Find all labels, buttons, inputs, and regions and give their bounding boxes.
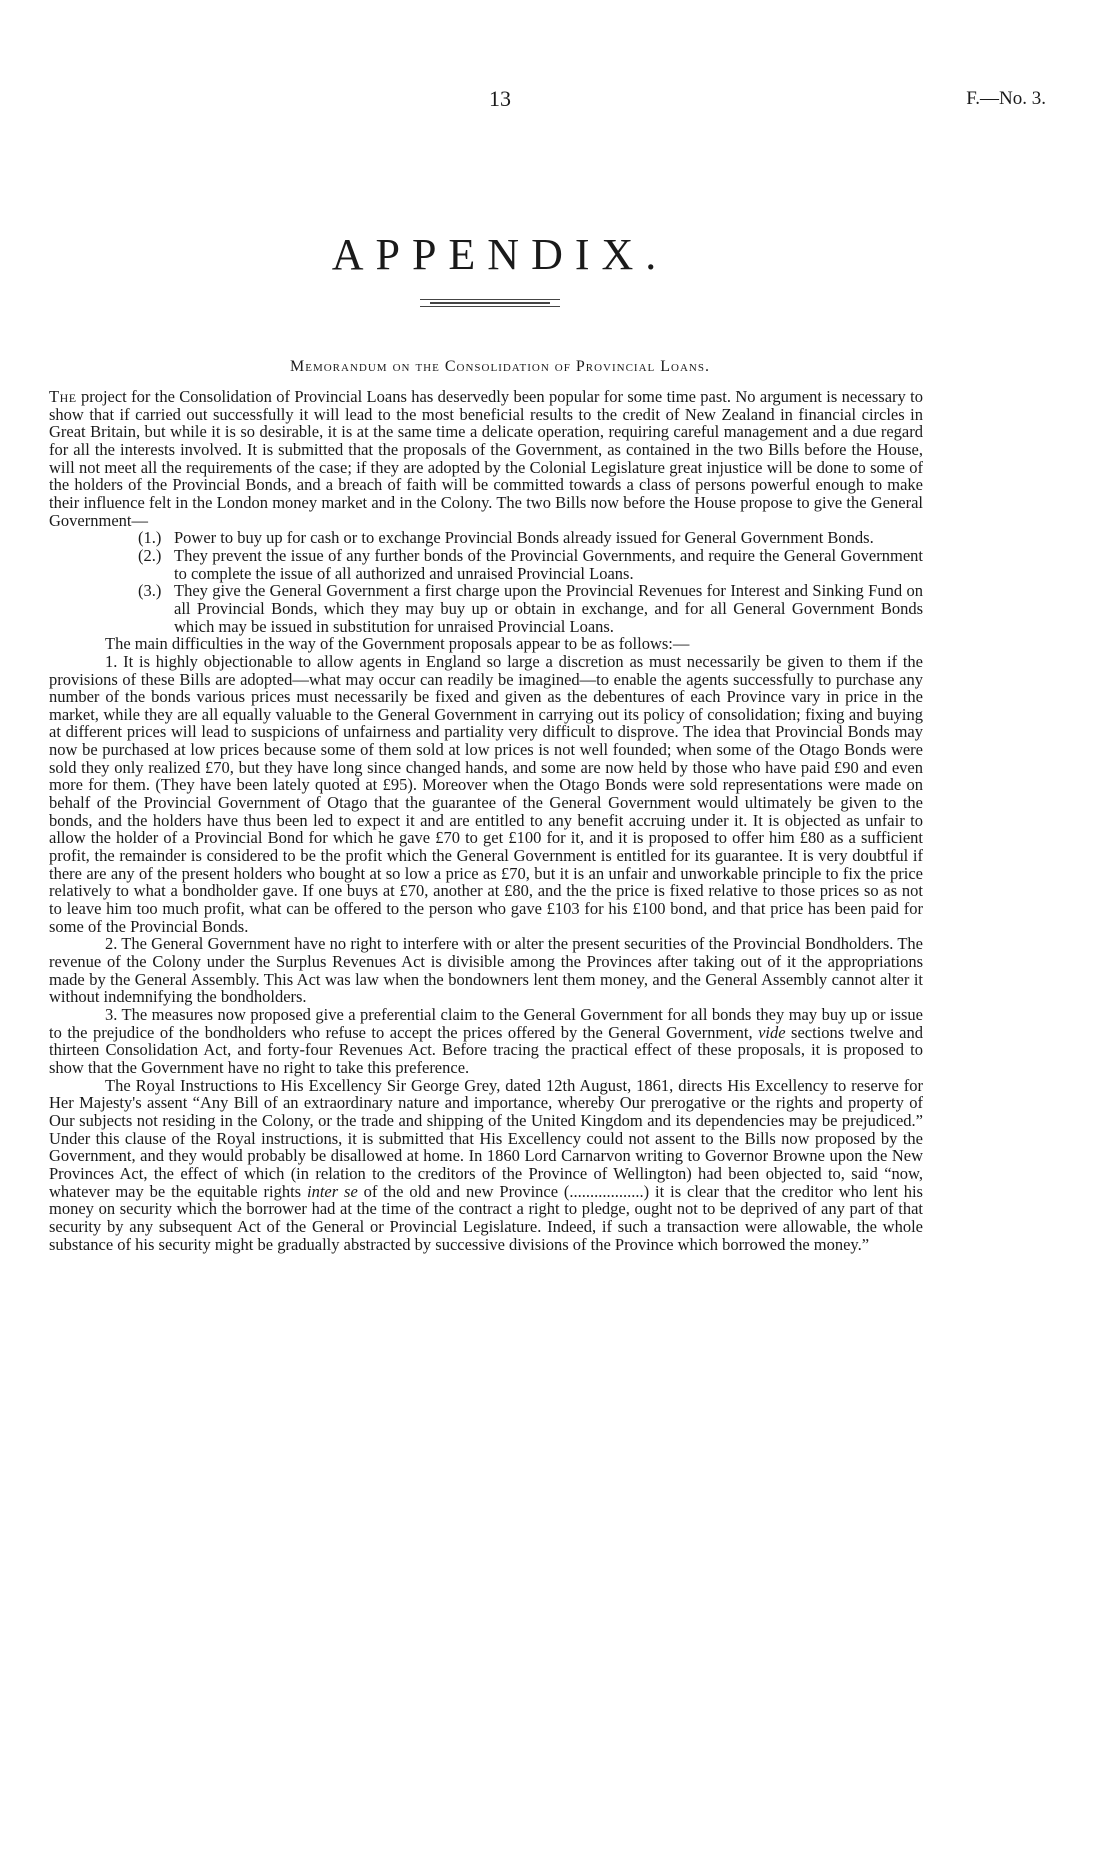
document-reference: F.—No. 3.	[966, 88, 1046, 109]
divider-rule-top	[420, 299, 560, 300]
page-number: 13	[489, 86, 511, 111]
point-three-text-b: sections twelve and thirteen Consolidation Act, and forty-four Revenues Act. Before tracing the practical effect of these proposals, it is proposed to show that the Government have no right to take this preference.	[49, 1022, 923, 1077]
appendix-title: APPENDIX.	[331, 230, 669, 280]
list-item-number: (3.)	[138, 581, 162, 601]
point-three-vide: vide	[758, 1022, 786, 1042]
divider-rule-bottom	[420, 306, 560, 307]
list-item	[138, 529, 923, 547]
list-item-number: (2.)	[138, 545, 162, 565]
list-item	[138, 547, 923, 582]
list-item-text: They give the General Government a first charge upon the Provincial Revenues for Interest and Sinking Fund on all Provincial Bonds, which they may buy up or obtain in exchange, and for all General Government Bonds which may be issued in substitution for unraised Provincial Loans.	[174, 581, 923, 636]
list-item	[138, 582, 923, 635]
point-two-paragraph: 2. The General Government have no right to interfere with or alter the present securities of the Provincial Bondholders. The revenue of the Colony under the Surplus Revenues Act is divisible among the Provinces after taking out of it the appropriations made by the General Assembly. This Act was law when the bondowners lent them money, and the General Assembly cannot alter it without indemnifying the bondholders.	[49, 934, 923, 1007]
intro-text: project for the Consolidation of Provincial Loans has deservedly been popular for some time past. No argument is necessary to show that if carried out successfully it will lead to the most beneficial results to the credit of New Zealand in financial circles in Great Britain, but while it is so desirable, it is at the same time a delicate operation, requiring careful management and a due regard for all the interests involved. It is submitted that the proposals of the Government, as contained in the two Bills before the House, will not meet all the requirements of the case; if they are adopted by the Colonial Legislature great injustice will be done to some of the holders of the Provincial Bonds, and a breach of faith will be committed towards a class of persons powerful enough to make their influence felt in the London money market and in the Colony. The two Bills now before the House propose to give the General Government—	[49, 387, 923, 530]
divider-rule-middle	[430, 302, 550, 304]
royal-instructions-inter-se: inter se	[306, 1181, 358, 1201]
section-heading: Memorandum on the Consolidation of Provincial Loans.	[290, 358, 710, 375]
point-three-paragraph	[49, 1006, 923, 1077]
proposal-list	[49, 529, 923, 635]
memorandum-body	[49, 388, 923, 1253]
point-three-text-a: 3. The measures now proposed give a preferential claim to the General Government for all bonds they may buy up or issue to the prejudice of the bondholders who refuse to accept the prices offered by the General Government,	[49, 1004, 923, 1042]
difficulties-intro: The main difficulties in the way of the Government proposals appear to be as follows:—	[105, 634, 690, 654]
list-item-text: Power to buy up for cash or to exchange Provincial Bonds already issued for General Government Bonds.	[174, 528, 874, 548]
point-one-paragraph: 1. It is highly objectionable to allow agents in England so large a discretion as must necessarily be given to them if the provisions of these Bills are adopted—what may occur can readily be imagined—to enable the agents successfully to purchase any number of the bonds various prices must necessarily be fixed and given as the debentures of each Province vary in price in the market, while they are all equally valuable to the General Government in carrying out its policy of consolidation; fixing and buying at different prices will lead to suspicions of unfairness and partiality very difficult to disprove. The idea that Provincial Bonds may now be purchased at low prices because some of them sold at low prices is not well founded; when some of the Otago Bonds were sold they only realized £70, but they have long since changed hands, and some are now held by those who have paid £90 and even more for them. (They have been lately quoted at £95). Moreover when the Otago Bonds were sold representations were made on behalf of the Provincial Government of Otago that the guarantee of the General Government would ultimately be given to the bonds, and the holders have thus been led to expect it and are entitled to any benefit accruing under it. It is objected as unfair to allow the holder of a Provincial Bond for which he gave £70 to get £100 for it, and it is proposed to offer him £80 as a sufficient profit, the remainder is considered to be the profit which the General Government is entitled for its guarantee. It is very doubtful if there are any of the present holders who bought at so low a price as £70, but it is an unfair and unworkable principle to fix the price relatively to what a bondholder gave. If one buys at £70, another at £80, and the the price is fixed relative to those prices so as not to leave him too much profit, what can be offered to the person who gave £103 for his £100 bond, and that price has been paid for some of the Provincial Bonds.	[49, 651, 923, 936]
royal-instructions-paragraph	[49, 1077, 923, 1254]
intro-lead-word: The	[49, 387, 77, 406]
list-item-text: They prevent the issue of any further bonds of the Provincial Governments, and require the General Government to complete the issue of all authorized and unraised Provincial Loans.	[174, 545, 923, 583]
intro-paragraph	[49, 388, 923, 529]
royal-instructions-text-b: of the old and new Province (..................) it is clear that the creditor who lent his money on security which the borrower had at the time of the contract a right to pledge, ought not to be deprived of any part of that security by any subsequent Act of the General or Provincial Legislature. Indeed, if such a transaction were allowable, the whole substance of his security might be gradually abstracted by successive divisions of the Province which borrowed the money.”	[49, 1181, 923, 1254]
royal-instructions-text-a: The Royal Instructions to His Excellency Sir George Grey, dated 12th August, 1861, directs His Excellency to reserve for Her Majesty's assent “Any Bill of an extraordinary nature and importance, whereby Our prerogative or the rights and property of Our subjects not residing in the Colony, or the trade and shipping of the United Kingdom and its dependencies may be prejudiced.” Under this clause of the Royal instructions, it is submitted that His Excellency could not assent to the Bills now proposed by the Government, and they would probably be disallowed at home. In 1860 Lord Carnarvon writing to Governor Browne upon the New Provinces Act, the effect of which (in relation to the creditors of the Province of Wellington) had been objected to, said “now, whatever may be the equitable rights	[49, 1075, 923, 1201]
list-item-number: (1.)	[138, 528, 162, 548]
